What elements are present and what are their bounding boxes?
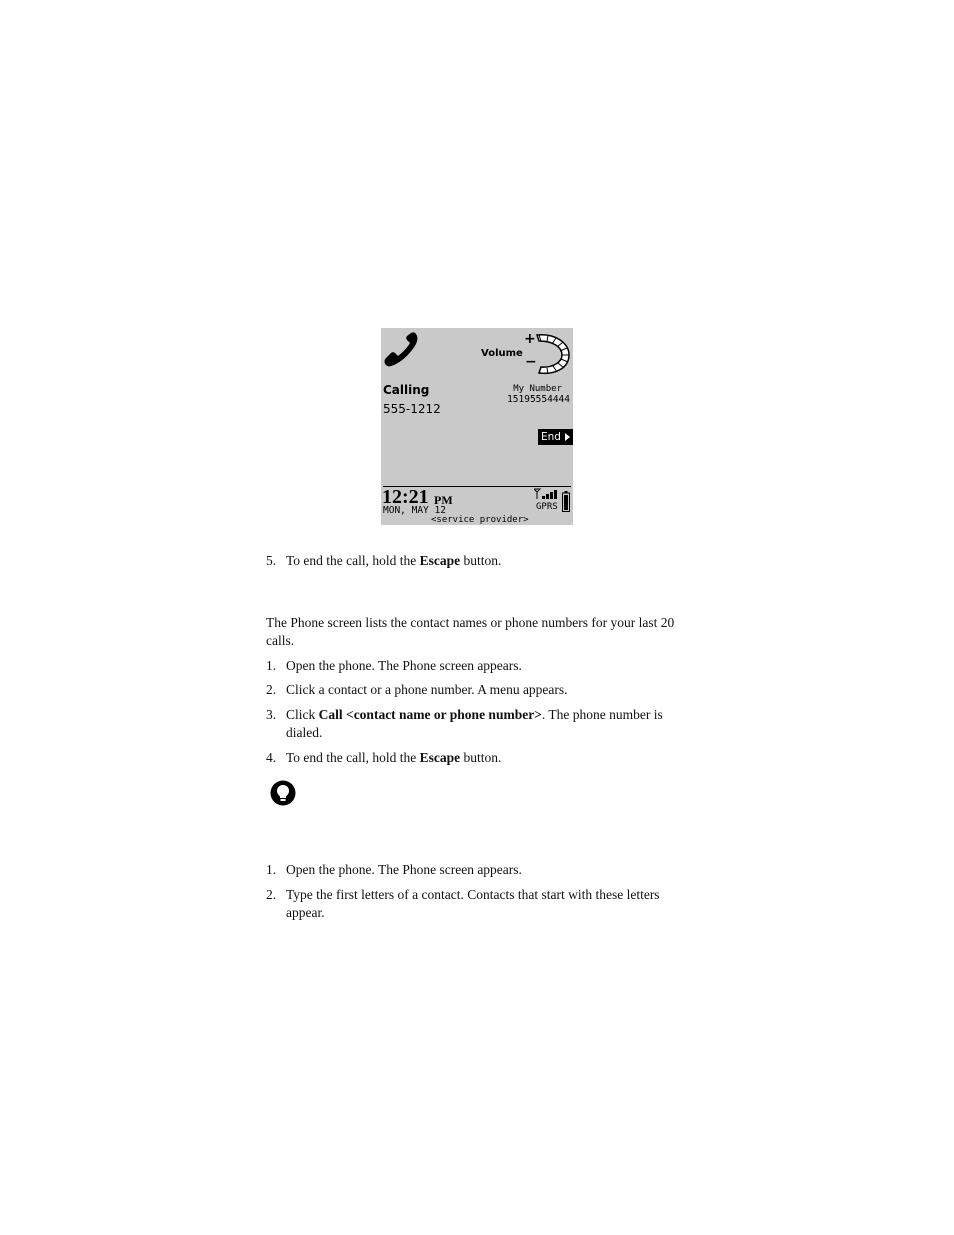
step-text: Type the first letters of a contact. Contacts that start with these letters appear. bbox=[286, 887, 660, 920]
step-number: 1. bbox=[266, 862, 277, 877]
step-number: 5. bbox=[266, 553, 277, 568]
my-number-value: 15195554444 bbox=[507, 394, 570, 405]
step-text: Open the phone. The Phone screen appears. bbox=[286, 862, 522, 877]
step-text bbox=[286, 552, 696, 570]
call-menu-item-label: Call <contact name or phone number> bbox=[318, 707, 542, 722]
step-text bbox=[286, 706, 696, 742]
dialed-number: 555-1212 bbox=[383, 402, 441, 416]
volume-down-indicator: − bbox=[525, 354, 537, 370]
end-call-label: End bbox=[541, 431, 561, 443]
signal-strength-icon bbox=[534, 488, 562, 500]
volume-up-indicator: + bbox=[524, 331, 536, 347]
step-text-part: button. bbox=[460, 553, 502, 568]
my-number-label: My Number bbox=[513, 384, 562, 394]
call-status-label: Calling bbox=[383, 383, 430, 397]
step-text-part: Click bbox=[286, 707, 319, 722]
battery-icon bbox=[562, 491, 570, 512]
volume-label: Volume bbox=[481, 348, 523, 359]
list-item bbox=[266, 749, 696, 767]
step-text bbox=[286, 749, 696, 767]
list-item bbox=[266, 681, 696, 699]
step-text-part: . The phone number is dialed. bbox=[286, 707, 663, 740]
arrow-right-icon bbox=[565, 433, 570, 441]
volume-dial-icon bbox=[531, 331, 571, 375]
list-item bbox=[266, 657, 696, 675]
step-text-part: button. bbox=[460, 750, 502, 765]
step-number: 2. bbox=[266, 887, 277, 902]
lightbulb-tip-icon bbox=[270, 780, 296, 806]
step-text: Click a contact or a phone number. A menu appears. bbox=[286, 682, 568, 697]
handset-icon bbox=[382, 332, 420, 368]
service-provider-label: <service provider> bbox=[431, 515, 529, 525]
list-item bbox=[266, 706, 696, 742]
clock-time: 12:21 bbox=[382, 486, 429, 508]
step-text-part: To end the call, hold the bbox=[286, 750, 420, 765]
escape-key-label: Escape bbox=[419, 553, 461, 568]
step-text: Open the phone. The Phone screen appears. bbox=[286, 658, 522, 673]
clock-date: MON, MAY 12 bbox=[383, 505, 446, 516]
list-item bbox=[266, 861, 696, 879]
escape-key-label: Escape bbox=[419, 750, 461, 765]
step-number: 1. bbox=[266, 658, 277, 673]
network-type-label: GPRS bbox=[536, 502, 558, 512]
clock-ampm: PM bbox=[434, 493, 453, 507]
step-number: 2. bbox=[266, 682, 277, 697]
end-call-button[interactable] bbox=[538, 429, 573, 445]
step-number: 3. bbox=[266, 707, 277, 722]
list-item bbox=[266, 886, 696, 922]
phone-call-screen bbox=[381, 328, 573, 525]
step-number: 4. bbox=[266, 750, 277, 765]
section-intro: The Phone screen lists the contact names or phone numbers for your last 20 calls. bbox=[266, 615, 675, 648]
step-text-part: To end the call, hold the bbox=[286, 553, 420, 568]
list-item bbox=[266, 552, 696, 570]
